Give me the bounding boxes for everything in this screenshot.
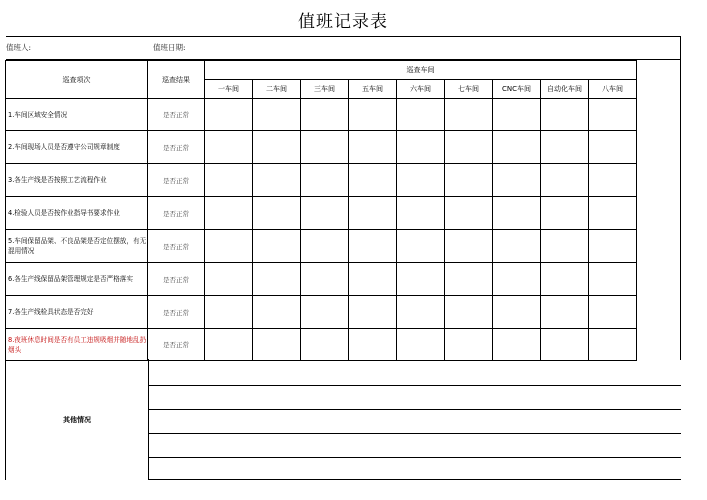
item-header: 巡查项次 bbox=[6, 61, 148, 99]
check-cell[interactable] bbox=[253, 329, 301, 361]
check-cell[interactable] bbox=[589, 296, 637, 329]
inspection-table bbox=[5, 60, 637, 361]
workshop-header: 八车间 bbox=[589, 80, 637, 99]
check-cell[interactable] bbox=[493, 197, 541, 230]
table-row bbox=[6, 230, 637, 263]
check-cell[interactable] bbox=[397, 296, 445, 329]
table-row bbox=[6, 329, 637, 361]
check-cell[interactable] bbox=[205, 131, 253, 164]
check-cell[interactable] bbox=[205, 263, 253, 296]
check-cell[interactable] bbox=[253, 296, 301, 329]
check-cell[interactable] bbox=[205, 296, 253, 329]
check-cell[interactable] bbox=[301, 99, 349, 131]
workshop-group-header: 巡查车间 bbox=[205, 61, 637, 80]
other-label: 其他情况 bbox=[5, 359, 149, 480]
workshop-header: 二车间 bbox=[253, 80, 301, 99]
check-cell[interactable] bbox=[349, 197, 397, 230]
other-section bbox=[5, 359, 681, 480]
workshop-header: 七车间 bbox=[445, 80, 493, 99]
other-line[interactable] bbox=[148, 479, 681, 480]
other-line[interactable] bbox=[148, 409, 681, 410]
check-cell[interactable] bbox=[445, 164, 493, 197]
other-line[interactable] bbox=[148, 457, 681, 458]
check-cell[interactable] bbox=[493, 230, 541, 263]
result-value: 是否正常 bbox=[148, 296, 205, 329]
check-cell[interactable] bbox=[589, 131, 637, 164]
check-cell[interactable] bbox=[445, 131, 493, 164]
check-cell[interactable] bbox=[349, 164, 397, 197]
check-cell[interactable] bbox=[301, 230, 349, 263]
check-cell[interactable] bbox=[301, 131, 349, 164]
item-label: 2.车间现场人员是否遵守公司规章制度 bbox=[6, 131, 148, 164]
check-cell[interactable] bbox=[397, 164, 445, 197]
table-row bbox=[6, 99, 637, 131]
check-cell[interactable] bbox=[589, 164, 637, 197]
check-cell[interactable] bbox=[541, 164, 589, 197]
check-cell[interactable] bbox=[445, 99, 493, 131]
duty-person-label: 值班人: bbox=[6, 43, 32, 52]
check-cell[interactable] bbox=[253, 230, 301, 263]
result-value: 是否正常 bbox=[148, 99, 205, 131]
check-cell[interactable] bbox=[541, 99, 589, 131]
check-cell[interactable] bbox=[397, 263, 445, 296]
check-cell[interactable] bbox=[205, 329, 253, 361]
workshop-header: 六车间 bbox=[397, 80, 445, 99]
check-cell[interactable] bbox=[397, 131, 445, 164]
table-row bbox=[6, 296, 637, 329]
check-cell[interactable] bbox=[253, 263, 301, 296]
sheet-title: 值班记录表 bbox=[6, 4, 680, 37]
check-cell[interactable] bbox=[445, 230, 493, 263]
check-cell[interactable] bbox=[349, 131, 397, 164]
check-cell[interactable] bbox=[397, 329, 445, 361]
check-cell[interactable] bbox=[541, 131, 589, 164]
check-cell[interactable] bbox=[589, 329, 637, 361]
check-cell[interactable] bbox=[541, 296, 589, 329]
check-cell[interactable] bbox=[589, 230, 637, 263]
check-cell[interactable] bbox=[589, 99, 637, 131]
item-label: 4.检验人员是否按作业指导书要求作业 bbox=[6, 197, 148, 230]
item-label: 5.车间保留品架、不良品架是否定位摆放，有无混用情况 bbox=[6, 230, 148, 263]
other-line[interactable] bbox=[148, 433, 681, 434]
workshop-header: 五车间 bbox=[349, 80, 397, 99]
item-label: 3.各生产线是否按照工艺流程作业 bbox=[6, 164, 148, 197]
check-cell[interactable] bbox=[493, 296, 541, 329]
check-cell[interactable] bbox=[253, 164, 301, 197]
table-row bbox=[6, 164, 637, 197]
check-cell[interactable] bbox=[541, 329, 589, 361]
item-label: 7.各生产线检具状态是否完好 bbox=[6, 296, 148, 329]
right-border bbox=[680, 36, 681, 360]
workshop-header: 一车间 bbox=[205, 80, 253, 99]
check-cell[interactable] bbox=[589, 263, 637, 296]
workshop-header: 自动化车间 bbox=[541, 80, 589, 99]
check-cell[interactable] bbox=[301, 164, 349, 197]
other-line[interactable] bbox=[148, 385, 681, 386]
check-cell[interactable] bbox=[349, 296, 397, 329]
check-cell[interactable] bbox=[541, 263, 589, 296]
result-value: 是否正常 bbox=[148, 230, 205, 263]
check-cell[interactable] bbox=[349, 230, 397, 263]
check-cell[interactable] bbox=[301, 263, 349, 296]
workshop-header: CNC车间 bbox=[493, 80, 541, 99]
duty-date-label: 值班日期: bbox=[153, 43, 186, 52]
check-cell[interactable] bbox=[445, 329, 493, 361]
table-row bbox=[6, 131, 637, 164]
check-cell[interactable] bbox=[541, 197, 589, 230]
check-cell[interactable] bbox=[493, 329, 541, 361]
item-label: 8.夜班休息时间是否有员工违规吸烟并随地乱扔烟头 bbox=[6, 329, 148, 361]
check-cell[interactable] bbox=[301, 329, 349, 361]
check-cell[interactable] bbox=[397, 197, 445, 230]
check-cell[interactable] bbox=[205, 99, 253, 131]
result-value: 是否正常 bbox=[148, 131, 205, 164]
check-cell[interactable] bbox=[445, 296, 493, 329]
check-cell[interactable] bbox=[397, 230, 445, 263]
check-cell[interactable] bbox=[301, 296, 349, 329]
check-cell[interactable] bbox=[253, 131, 301, 164]
table-row bbox=[6, 263, 637, 296]
check-cell[interactable] bbox=[445, 197, 493, 230]
check-cell[interactable] bbox=[541, 230, 589, 263]
table-row bbox=[6, 197, 637, 230]
item-label: 6.各生产线保留品架管理规定是否严格落实 bbox=[6, 263, 148, 296]
check-cell[interactable] bbox=[253, 197, 301, 230]
check-cell[interactable] bbox=[253, 99, 301, 131]
check-cell[interactable] bbox=[493, 263, 541, 296]
check-cell[interactable] bbox=[589, 197, 637, 230]
check-cell[interactable] bbox=[349, 329, 397, 361]
result-value: 是否正常 bbox=[148, 164, 205, 197]
check-cell[interactable] bbox=[349, 99, 397, 131]
check-cell[interactable] bbox=[205, 164, 253, 197]
check-cell[interactable] bbox=[493, 131, 541, 164]
check-cell[interactable] bbox=[493, 164, 541, 197]
result-value: 是否正常 bbox=[148, 329, 205, 361]
meta-row bbox=[6, 37, 680, 60]
result-header: 巡查结果 bbox=[148, 61, 205, 99]
check-cell[interactable] bbox=[205, 197, 253, 230]
check-cell[interactable] bbox=[445, 263, 493, 296]
check-cell[interactable] bbox=[205, 230, 253, 263]
check-cell[interactable] bbox=[301, 197, 349, 230]
check-cell[interactable] bbox=[397, 99, 445, 131]
item-label: 1.车间区域安全情况 bbox=[6, 99, 148, 131]
result-value: 是否正常 bbox=[148, 197, 205, 230]
check-cell[interactable] bbox=[349, 263, 397, 296]
result-value: 是否正常 bbox=[148, 263, 205, 296]
check-cell[interactable] bbox=[493, 99, 541, 131]
workshop-header: 三车间 bbox=[301, 80, 349, 99]
